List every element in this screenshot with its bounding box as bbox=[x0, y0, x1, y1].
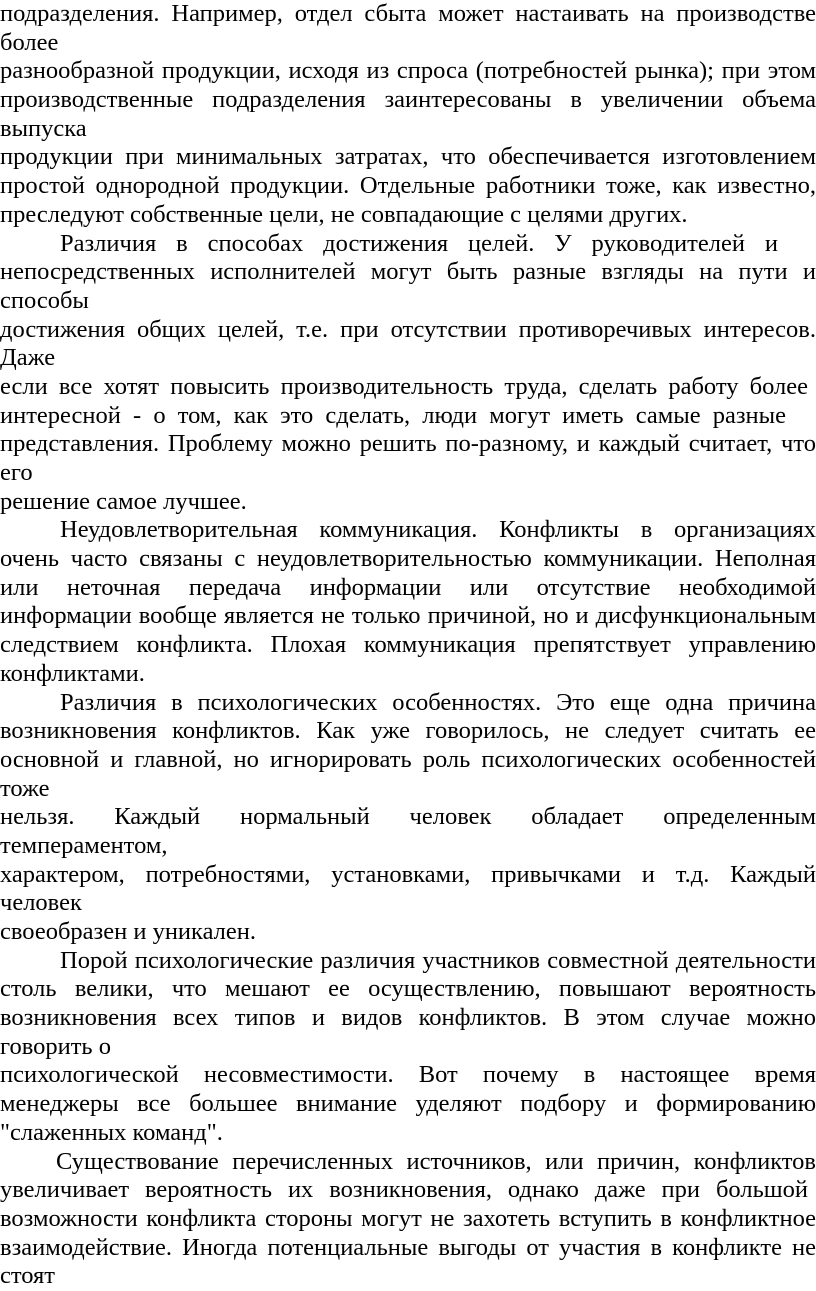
text-line: возникновения конфликтов. Как уже говорилось, не следует считать ее bbox=[0, 717, 816, 745]
text-line: психологической несовместимости. Вот почему в настоящее время bbox=[0, 1061, 816, 1089]
text-line: способы bbox=[0, 286, 89, 314]
text-line: возникновения всех типов и видов конфликтов. В этом случае можно bbox=[0, 1004, 816, 1032]
text-line: представления. Проблему можно решить по-разному, и каждый считает, что bbox=[0, 430, 816, 458]
text-line: Различия в способах достижения целей. У руководителей и bbox=[60, 229, 778, 257]
text-line: менеджеры все большее внимание уделяют подбору и формированию bbox=[0, 1090, 816, 1118]
text-line: продукции при минимальных затратах, что обеспечивается изготовлением bbox=[0, 143, 816, 171]
text-line: тоже bbox=[0, 774, 50, 802]
text-line: Даже bbox=[0, 344, 56, 372]
text-line: увеличивает вероятность их возникновения, однако даже при большой bbox=[0, 1176, 808, 1204]
text-line: Неудовлетворительная коммуникация. Конфликты в организациях bbox=[60, 516, 816, 544]
text-line: Различия в психологических особенностях. Это еще одна причина bbox=[60, 688, 816, 716]
text-line: основной и главной, но игнорировать роль психологических особенностей bbox=[0, 745, 816, 773]
text-line: возможности конфликта стороны могут не захотеть вступить в конфликтное bbox=[0, 1204, 816, 1232]
text-line: взаимодействие. Иногда потенциальные выгоды от участия в конфликте не bbox=[0, 1233, 816, 1261]
text-line: производственные подразделения заинтересованы в увеличении объема bbox=[0, 86, 816, 114]
text-line: или неточная передача информации или отсутствие необходимой bbox=[0, 573, 816, 601]
text-line: непосредственных исполнителей могут быть разные взгляды на пути и bbox=[0, 258, 816, 286]
text-line: Существование перечисленных источников, или причин, конфликтов bbox=[56, 1147, 816, 1175]
text-line: интересной - о том, как это сделать, люди могут иметь самые разные bbox=[0, 401, 786, 429]
text-line: характером, потребностями, установками, привычками и т.д. Каждый bbox=[0, 860, 816, 888]
text-line: простой однородной продукции. Отдельные работники тоже, как известно, bbox=[0, 172, 816, 200]
text-line: Порой психологические различия участников совместной деятельности bbox=[60, 946, 816, 974]
text-line: нельзя. Каждый нормальный человек обладает определенным bbox=[0, 803, 816, 831]
text-line: если все хотят повысить производительность труда, сделать работу более bbox=[0, 372, 808, 400]
text-line: конфликтами. bbox=[0, 659, 145, 687]
text-line: столь велики, что мешают ее осуществлению, повышают вероятность bbox=[0, 975, 816, 1003]
text-line: говорить о bbox=[0, 1032, 111, 1060]
text-line: информации вообще является не только причиной, но и дисфункциональным bbox=[0, 602, 816, 630]
text-line: разнообразной продукции, исходя из спроса (потребностей рынка); при этом bbox=[0, 57, 816, 85]
text-line: "слаженных команд". bbox=[0, 1118, 223, 1146]
text-line: очень часто связаны с неудовлетворительностью коммуникации. Неполная bbox=[0, 545, 816, 573]
text-line: человек bbox=[0, 889, 82, 917]
text-line: своеобразен и уникален. bbox=[0, 918, 256, 945]
text-line: стоят bbox=[0, 1262, 56, 1290]
text-line: подразделения. Например, отдел сбыта может настаивать на производстве bbox=[0, 0, 816, 27]
text-line: более bbox=[0, 28, 59, 56]
text-line: выпуска bbox=[0, 114, 87, 142]
text-line: его bbox=[0, 459, 33, 486]
text-line: решение самое лучшее. bbox=[0, 487, 247, 515]
text-line: достижения общих целей, т.е. при отсутствии противоречивых интересов. bbox=[0, 315, 816, 343]
text-line: преследуют собственные цели, не совпадающие с целями других. bbox=[0, 200, 688, 228]
text-line: следствием конфликта. Плохая коммуникация препятствует управлению bbox=[0, 631, 816, 659]
text-line: темпераментом, bbox=[0, 831, 168, 859]
